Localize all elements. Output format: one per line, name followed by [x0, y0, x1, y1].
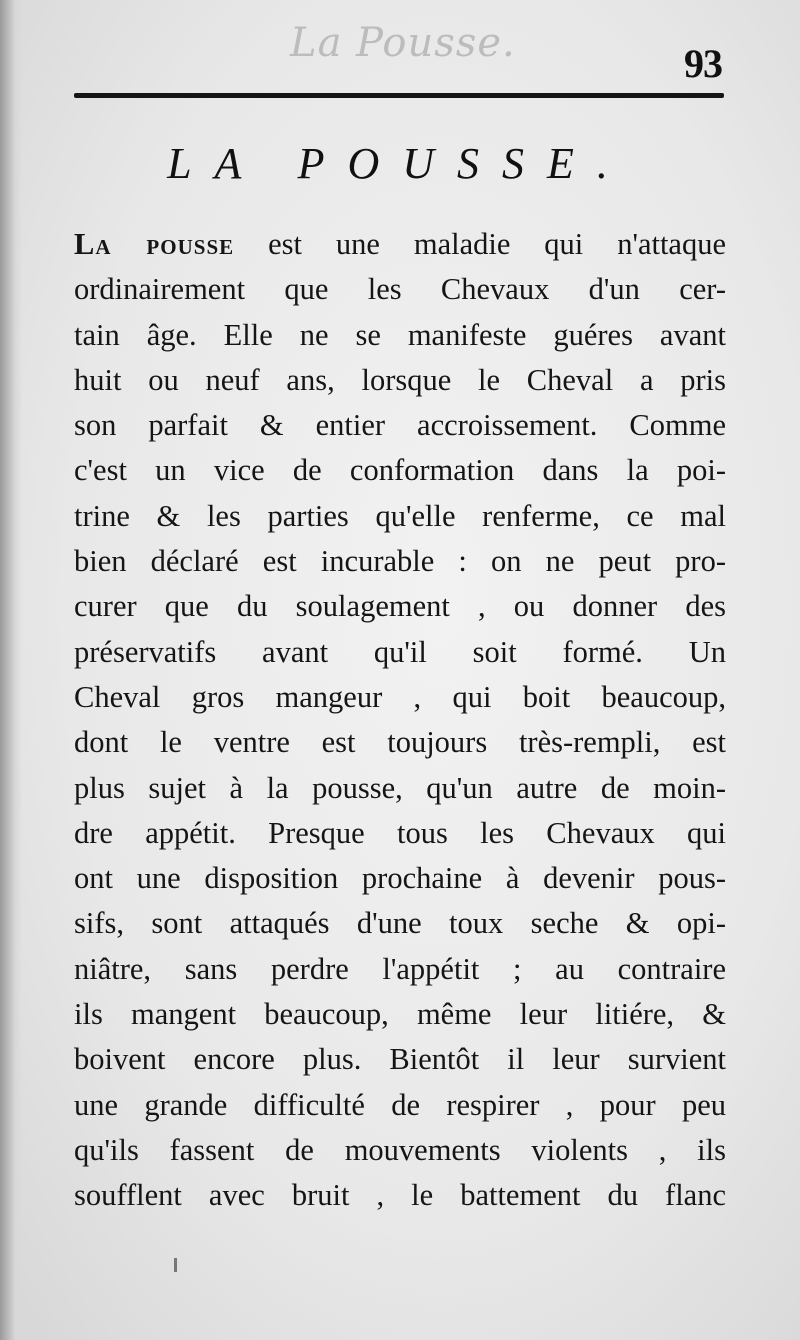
text-line: son parfait & entier accroissement. Comme: [74, 408, 726, 443]
text-line: ils mangent beaucoup, même leur litiére, &: [74, 997, 726, 1032]
text-line: sifs, sont attaqués d'une toux seche & opi-: [74, 906, 726, 941]
line-text: est une maladie qui n'attaque: [234, 227, 727, 261]
page-number: 93: [684, 41, 722, 86]
text-line: dre appétit. Presque tous les Chevaux qui: [74, 815, 726, 850]
text-line: qu'ils fassent de mouvements violents , ils: [74, 1132, 726, 1167]
text-line: niâtre, sans perdre l'appétit ; au contraire: [74, 951, 726, 986]
text-line: une grande difficulté de respirer , pour peu: [74, 1087, 726, 1122]
header-rule: [74, 93, 724, 98]
text-line: Cheval gros mangeur , qui boit beaucoup,: [74, 679, 726, 714]
ink-mark: [174, 1258, 177, 1272]
text-line: dont le ventre est toujours très-rempli, est: [74, 725, 726, 760]
gutter-shadow: [0, 0, 22, 1340]
text-line: [74, 222, 726, 267]
chapter-title: LA POUSSE.: [167, 139, 631, 188]
text-line: tain âge. Elle ne se manifeste guéres avant: [74, 317, 726, 352]
text-line: curer que du soulagement , ou donner des: [74, 589, 726, 624]
text-line: bien déclaré est incurable : on ne peut pro-: [74, 544, 726, 579]
text-line: boivent encore plus. Bientôt il leur survient: [74, 1042, 726, 1077]
text-line: soufflent avec bruit , le battement du flanc: [74, 1178, 726, 1213]
text-line: c'est un vice de conformation dans la poi-: [74, 453, 726, 488]
lead-caps: La pousse: [74, 227, 235, 261]
text-line: trine & les parties qu'elle renferme, ce mal: [74, 498, 726, 533]
text-line: huit ou neuf ans, lorsque le Cheval a pris: [74, 362, 726, 397]
text-line: plus sujet à la pousse, qu'un autre de moin-: [74, 770, 726, 805]
text-line: ont une disposition prochaine à devenir pous-: [74, 861, 726, 896]
running-head: La Pousse.: [290, 20, 516, 66]
text-line: ordinairement que les Chevaux d'un cer-: [74, 272, 726, 307]
text-line: préservatifs avant qu'il soit formé. Un: [74, 634, 726, 669]
body-text: [74, 222, 726, 1219]
